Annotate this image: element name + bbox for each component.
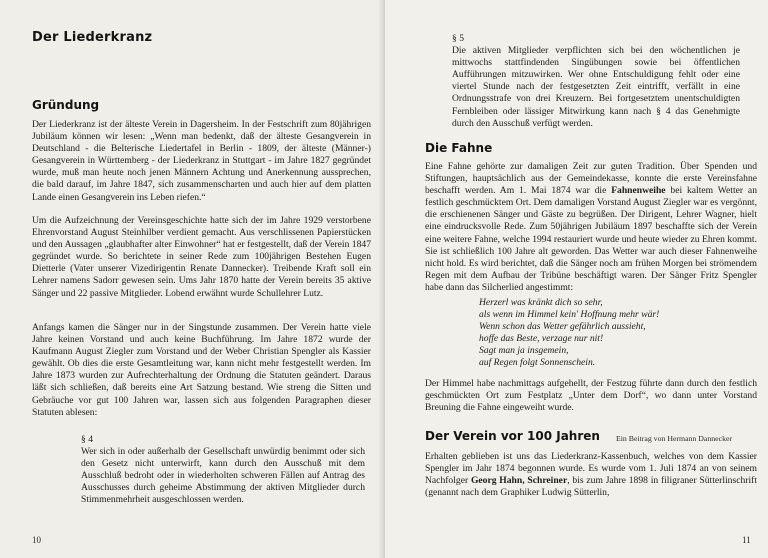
georg-hahn-bold: Georg Hahn, Schreiner [470, 475, 568, 487]
fahne-text-b: bei kaltem Wetter an festlich geschmücktem Ort. Dem damaligen Vorstand August Ziegler war es vergönnt, die erschienenen Sänger und Gäste zu begrüßen. Der Dirigent, Lehrer Wagner, hielt eine eindrucksvolle Rede. Zum 50jährigen Jubiläum 1897 beschaffte sich der Verein eine weitere Fahne, welche 1994 restauriert wurde und heute wieder zu Ehren kommt. Sie ist schließlich 100 Jahre alt geworden. Das Wetter war auch dieser Fahnenweihe nicht hold. Es wird berichtet, daß die Sänger noch am frühen Morgen bei strömendem Regen mit dem Aufbau der Tribüne beschäftigt waren. Der Sänger Fritz Spengler habe dann das Silcherlied angestimmt: [425, 185, 757, 293]
section-heading-fahne: Die Fahne [425, 141, 493, 155]
article-credit: Ein Beitrag von Hermann Dannecker [616, 434, 733, 443]
right-page [385, 0, 768, 558]
statute-4-mark: § 4 [81, 434, 93, 445]
paragraph-statutes: Anfangs kamen die Sänger nur in der Singstunde zusammen. Der Verein hatte viele Jahre keinen Vorstand und auch keine Buchführung. Im Jahre 1872 wurde der Kaufmann August Ziegler zum Vorstand und der Weber Christian Spengler als Kassier gewählt. Ob dies die erste Gesamtleitung war, kann nicht mehr festgestellt werden. Im Jahre 1873 wurden zur Aufrechterhaltung der Ordnung die Statuten geändert. Daraus läßt sich schließen, daß bereits eine Art Satzung bestand. Wie streng die Sitten und Gebräuche vor gut 100 Jahren war, lassen sich aus folgenden Paragraphen dieser Statuten ablesen: [32, 322, 371, 418]
paragraph-history: Um die Aufzeichnung der Vereinsgeschichte hatte sich der im Jahre 1929 verstorbene Ehrenvorstand August Steinhilber verdient gemacht. Aus verschlissenen Papierstücken und den Aussagen „glaubhafter alter Einwohner“ hat er festgestellt, daß der Verein 1847 gegründet wurde. So berichtete in seiner Rede zum 100jährigen Bestehen Eugen Dietterle (Vater unserer Vizedirigentin Renate Dannecker). Treibende Kraft soll ein Lehrer namens Sadorr gewesen sein. Ums Jahr 1870 hatte der Verein bereits 35 aktive Sänger und 22 passive Mitglieder. Lobend erwähnt wurde Schullehrer Lutz. [32, 215, 371, 299]
poem-line: Herzerl was kränkt dich so sehr, [479, 297, 603, 308]
section-heading-gruendung: Gründung [32, 98, 100, 112]
paragraph-fahne [425, 161, 757, 294]
poem-line: Sagt man ja insgemein, [479, 345, 569, 357]
page-number-right: 11 [742, 535, 751, 545]
statute-5 [452, 33, 740, 130]
poem-line: als wenn im Himmel kein' Hoffnung mehr wär! [479, 309, 660, 321]
fahnenweihe-bold: Fahnenweihe [611, 185, 666, 197]
statute-5-mark: § 5 [452, 33, 464, 44]
poem-line: auf Regen folgt Sonnenschein. [479, 357, 596, 369]
poem-line: Wenn schon das Wetter gefährlich aussieht, [479, 321, 646, 333]
page-title: Der Liederkranz [32, 30, 153, 45]
kassenbuch-text-b: , bis zum Jahre 1898 in filigraner Sütterlinschrift (genannt nach dem Graphiker Ludwig Sütterlin, [425, 475, 757, 499]
statute-4 [81, 434, 365, 507]
silcherlied-poem [479, 297, 659, 370]
page-number-left: 10 [32, 535, 41, 545]
paragraph-intro: Der Liederkranz ist der älteste Verein in Dagersheim. In der Festschrift zum 80jährigen Jubiläum können wir lesen: „Wenn man bedenkt, daß der älteste Gesangverein in Deutschland - die Belterische Liedertafel in Berlin - 1809, der älteste (Männer-) Gesangverein in Württemberg - der Liederkranz in Stuttgart - im Jahre 1827 gegründet wurde, muß man heute noch jenen Männern Achtung und Anerkennung aussprechen, die bald darauf, im Jahre 1847, sich zusammenscharten und auch hier auf dem platten Lande einen Gesangverein ins Leben riefen.“ [32, 119, 371, 203]
fahne-text-a: Eine Fahne gehörte zur damaligen Zeit zur guten Tradition. Über Spenden und Stiftungen, hauptsächlich aus der Gemeindekasse, konnte die erste Vereinsfahne beschafft werden. Am 1. Mai 1874 war die [425, 161, 757, 197]
statute-5-text: Die aktiven Mitglieder verpflichten sich bei den wöchentlichen je mittwochs stattfindenden Singübungen sowie bei öffentlichen Aufführungen mitzuwirken. Wer ohne Entschuldigung fehlt oder eine viertel Stunde nach der festgesetzten Zeit eintrifft, verfällt in eine Ordnungsstrafe von drei Kreuzern. Bei fortgesetztem unentschuldigten Fernbleiben oder lässiger Mitwirkung kann nach § 4 das Genehmigte durch den Ausschuß verfügt werden. [452, 45, 740, 129]
section-heading-verein: Der Verein vor 100 Jahren [425, 429, 600, 443]
poem-line: hoffe das Beste, verzage nur nit! [479, 333, 604, 345]
paragraph-festzug: Der Himmel habe nachmittags aufgehellt, der Festzug führte dann durch den festlich geschmückten Ort zum Festplatz „Unter dem Dorf“, wo dann unter Vorstand Breuning die Fahne eingeweiht wurde. [425, 378, 757, 414]
statute-4-text: Wer sich in oder außerhalb der Gesellschaft unwürdig benimmt oder sich den Gesetz nicht unterwirft, kann durch den Ausschuß mit dem Ausschluß bedroht oder in wiederholten schweren Fällen auf Antrag des Ausschusses durch geheime Abstimmung der aktiven Mitglieder durch Stimmenmehrheit ausgeschlossen werden. [81, 446, 365, 506]
paragraph-kassenbuch [425, 451, 757, 499]
kassenbuch-text-a: Erhalten geblieben ist uns das Liederkranz-Kassenbuch, welches von dem Kassier Spengler im Jahr 1874 begonnen wurde. Es wurde vom 1. Juli 1874 an von seinem Nachfolger [425, 451, 757, 487]
